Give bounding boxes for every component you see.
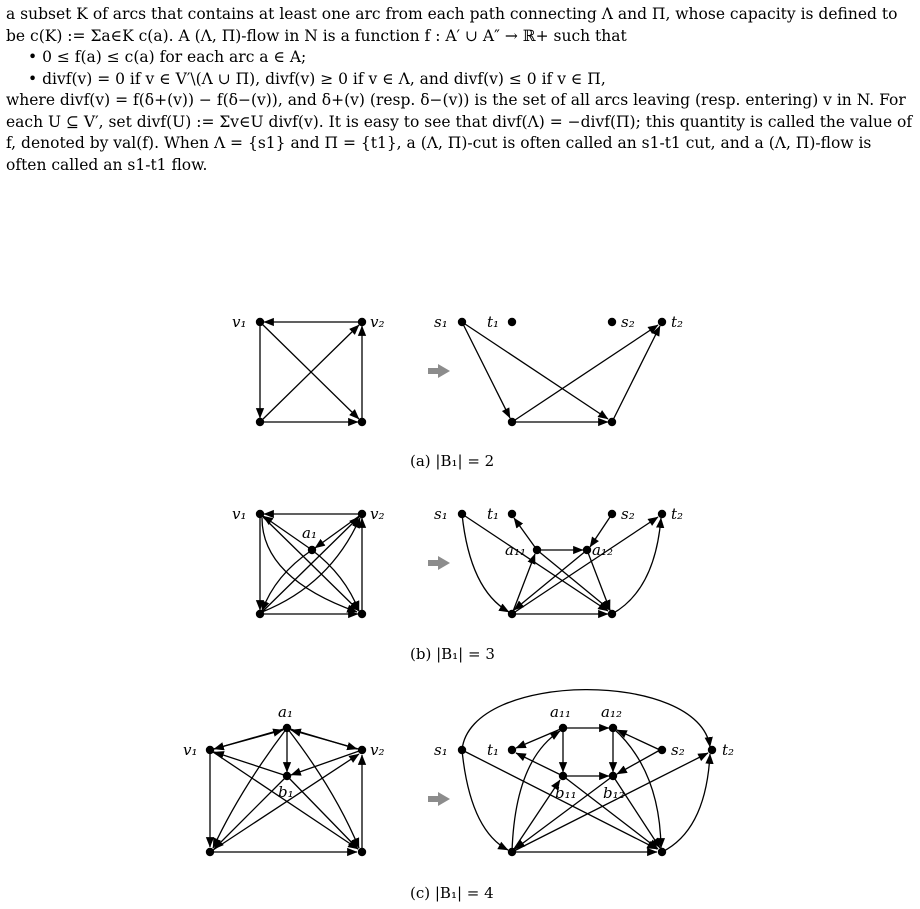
label-v2: v₂ — [370, 505, 385, 523]
edge — [516, 728, 563, 748]
edge — [210, 730, 283, 750]
label-a11: a₁₁ — [550, 703, 571, 721]
label-v1: v₁ — [232, 313, 247, 331]
label-v2: v₂ — [370, 741, 385, 759]
node — [508, 848, 516, 856]
label-t1: t₁ — [487, 505, 500, 523]
node-s2 — [608, 510, 616, 518]
label-v1: v₁ — [183, 741, 198, 759]
graph-c-right — [462, 690, 710, 852]
edge — [287, 776, 358, 849]
node — [358, 848, 366, 856]
transform-arrow-b — [428, 556, 450, 570]
edge — [462, 322, 608, 419]
caption-b: (b) |B₁| = 3 — [410, 645, 495, 663]
node-b11 — [559, 772, 567, 780]
caption-a: (a) |B₁| = 2 — [410, 452, 495, 470]
edge — [214, 752, 287, 776]
edge — [462, 514, 608, 611]
node — [358, 610, 366, 618]
bullet-item-1: • 0 ≤ f(a) ≤ c(a) for each arc a ∈ A; — [28, 48, 307, 66]
label-v1: v₁ — [232, 505, 247, 523]
edge — [262, 550, 312, 611]
node-v1 — [256, 510, 264, 518]
label-a1: a₁ — [302, 524, 317, 542]
edge — [315, 514, 362, 548]
edge — [291, 750, 362, 775]
node-s1 — [458, 746, 466, 754]
paragraph-2: where divf(v) = f(δ+(v)) − f(δ−(v)), and δ+(v) (resp. δ−(v)) is the set of all arcs leaving (resp. entering) v in N. For each U ⊆ V′, set divf(U) := Σv∈U divf(v). It is easy to see that divf(Λ) = −divf(Π); this quantity is called the value of f, denoted by val(f). When Λ = {s1} and Π = {t1}, a (Λ, Π)-cut is often called an s1-t1 cut, and a (Λ, Π)-flow is often called an s1-t1 flow. — [6, 91, 913, 174]
node-t1 — [508, 318, 516, 326]
label-t2: t₂ — [722, 741, 735, 759]
node-a1 — [308, 546, 316, 554]
edge — [662, 754, 710, 852]
node-v2 — [358, 746, 366, 754]
node-v2 — [358, 318, 366, 326]
edge — [462, 750, 508, 850]
node-t2 — [708, 746, 716, 754]
node — [608, 418, 616, 426]
node-s1 — [458, 510, 466, 518]
edge — [612, 326, 660, 422]
graph-b-right — [462, 514, 661, 614]
node — [608, 610, 616, 618]
graph-a-left — [260, 322, 362, 422]
edge — [617, 750, 660, 774]
label-s1: s₁ — [434, 313, 448, 331]
node — [358, 418, 366, 426]
label-a12: a₁₂ — [601, 703, 622, 721]
node — [508, 418, 516, 426]
node — [658, 848, 666, 856]
node-b12 — [609, 772, 617, 780]
node-s2 — [658, 746, 666, 754]
edge — [260, 325, 359, 422]
node-a11 — [559, 724, 567, 732]
bullet-item-2: • divf(v) = 0 if v ∈ V′\(Λ ∪ Π), divf(v) ≥ 0 if v ∈ Λ, and divf(v) ≤ 0 if v ∈ Π, — [28, 69, 606, 88]
label-s1: s₁ — [434, 505, 448, 523]
node-a1 — [283, 724, 291, 732]
node-a12 — [609, 724, 617, 732]
label-s1: s₁ — [434, 741, 448, 759]
edge — [512, 780, 560, 852]
label-s2: s₂ — [671, 741, 685, 759]
edge — [512, 554, 535, 614]
label-s2: s₂ — [621, 505, 635, 523]
node-s1 — [458, 318, 466, 326]
edge — [612, 518, 661, 614]
label-s2: s₂ — [621, 313, 635, 331]
node-v1 — [256, 318, 264, 326]
node-t2 — [658, 510, 666, 518]
edge — [617, 730, 660, 750]
graph-a-right — [462, 322, 660, 422]
edge — [512, 517, 658, 614]
node — [256, 610, 264, 618]
edge — [462, 322, 510, 418]
label-t2: t₂ — [671, 505, 684, 523]
label-v2: v₂ — [370, 313, 385, 331]
label-b11: b₁₁ — [555, 784, 577, 802]
edge — [462, 514, 509, 612]
label-a1: a₁ — [278, 703, 293, 721]
node-t1 — [508, 510, 516, 518]
node — [206, 848, 214, 856]
node-a11 — [533, 546, 541, 554]
node-v2 — [358, 510, 366, 518]
node — [508, 610, 516, 618]
edge — [260, 322, 359, 419]
node-s2 — [608, 318, 616, 326]
transform-arrow-a — [428, 364, 450, 378]
label-a11: a₁₁ — [505, 541, 526, 559]
label-t1: t₁ — [487, 741, 500, 759]
transform-arrow-c — [428, 792, 450, 806]
node-t2 — [658, 318, 666, 326]
node-b1 — [283, 772, 291, 780]
label-t1: t₁ — [487, 313, 500, 331]
edge — [516, 753, 563, 776]
node-v1 — [206, 746, 214, 754]
node-t1 — [508, 746, 516, 754]
caption-c: (c) |B₁| = 4 — [410, 884, 494, 902]
paragraph-1: a subset K of arcs that contains at least one arc from each path connecting Λ and Π, whose capacity is defined to be c(K) := Σa∈K c(a). A (Λ, Π)-flow in N is a function f : A′ ∪ A″ → ℝ+ such that — [6, 5, 898, 45]
label-a12: a₁₂ — [592, 541, 613, 559]
label-b1: b₁ — [278, 783, 294, 801]
node-a12 — [583, 546, 591, 554]
label-b12: b₁₂ — [603, 784, 625, 802]
node — [256, 418, 264, 426]
label-t2: t₂ — [671, 313, 684, 331]
edge — [512, 753, 708, 852]
edge — [214, 776, 287, 849]
